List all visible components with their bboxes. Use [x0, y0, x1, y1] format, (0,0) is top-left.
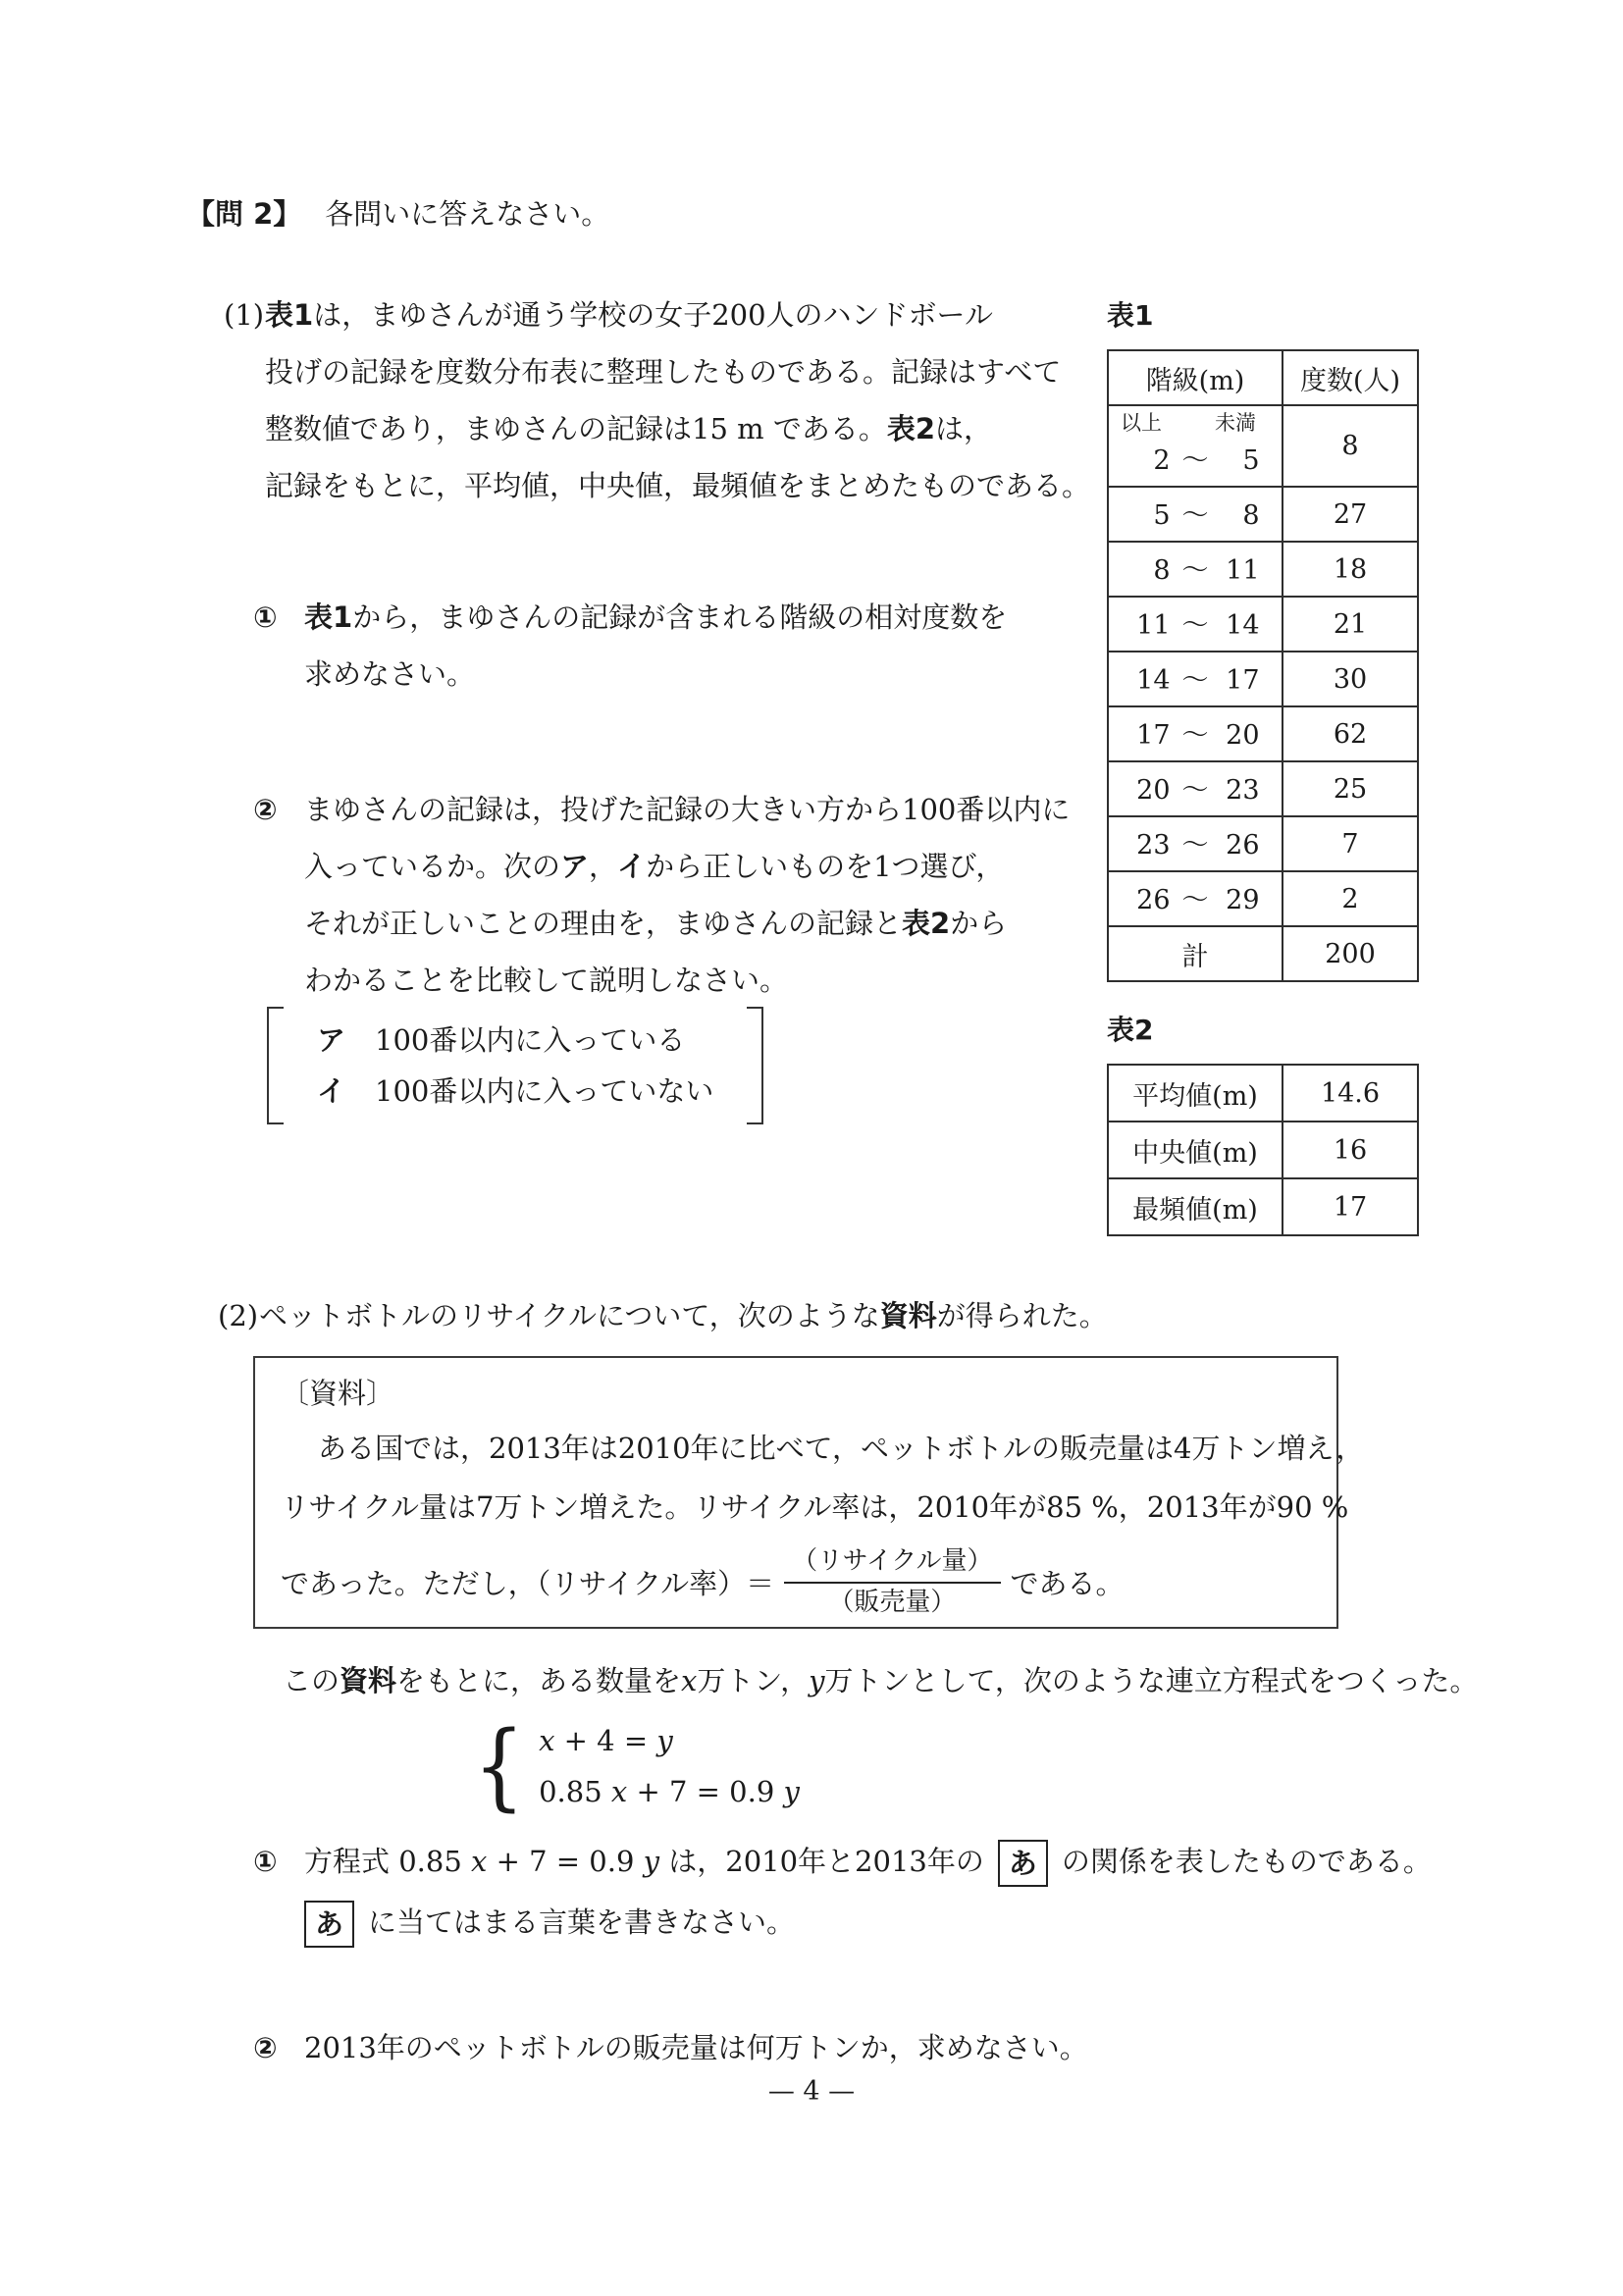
q2-intro-text: が得られた。 — [936, 1299, 1108, 1332]
class-low: 20 — [1136, 774, 1171, 806]
class-cell — [1108, 487, 1283, 542]
equation-text: 0.85 — [539, 1775, 611, 1808]
class-cell — [1108, 706, 1283, 761]
freq-cell: 7 — [1283, 816, 1418, 871]
class-low: 5 — [1153, 499, 1171, 531]
variable-x: x — [471, 1845, 488, 1878]
table1-row — [1108, 542, 1418, 597]
table2-block — [1107, 1009, 1419, 1236]
q2-sub2 — [253, 2019, 1088, 2076]
class-low: 23 — [1136, 829, 1171, 861]
class-cell — [1108, 597, 1283, 652]
equation-1 — [539, 1715, 800, 1766]
q2-lead-text: 万トン， — [697, 1664, 810, 1697]
q2-intro-line — [218, 1287, 1108, 1344]
tilde: 〜 — [1181, 609, 1209, 641]
q1-sub2-text: から — [950, 907, 1008, 940]
q2-sub1-text: 方程式 0.85 — [304, 1845, 472, 1878]
table1-row — [1108, 652, 1418, 706]
tilde: 〜 — [1181, 719, 1209, 751]
q2-sub1-text: + 7 = 0.9 — [487, 1845, 644, 1878]
q2-lead — [283, 1652, 1478, 1709]
tilde: 〜 — [1181, 829, 1209, 861]
equation-system — [469, 1711, 800, 1821]
right-bracket — [747, 1007, 763, 1124]
table1 — [1107, 349, 1419, 982]
class-low: 17 — [1136, 719, 1171, 751]
freq-cell: 2 — [1283, 871, 1418, 926]
table2-row — [1108, 1065, 1418, 1122]
freq-cell: 18 — [1283, 542, 1418, 597]
class-range — [1109, 708, 1282, 760]
q2-sub1 — [253, 1831, 1432, 1953]
variable-x: x — [539, 1724, 555, 1757]
class-high: 23 — [1226, 774, 1260, 806]
options-body — [284, 1007, 747, 1124]
variable-y: y — [783, 1775, 800, 1808]
q1-sub2-text: それが正しいことの理由を，まゆさんの記録と — [304, 907, 903, 940]
table1-row — [1108, 816, 1418, 871]
option-a — [317, 1015, 713, 1066]
freq-cell: 30 — [1283, 652, 1418, 706]
class-cell — [1108, 542, 1283, 597]
class-high: 8 — [1242, 499, 1260, 531]
option-i-ref: イ — [617, 850, 647, 883]
system-brace: { — [473, 1711, 525, 1821]
table1-header-class: 階級(m) — [1108, 350, 1283, 405]
variable-y: y — [643, 1845, 660, 1878]
table1-ref: 表1 — [304, 600, 353, 634]
circled-2-marker: ② — [253, 793, 278, 826]
q1-sub1-line1 — [253, 589, 1008, 646]
circled-2-marker: ② — [253, 2031, 278, 2064]
class-cell — [1108, 761, 1283, 816]
q1-intro-line2: 投げの記録を度数分布表に整理したものである。記録はすべて — [265, 355, 1062, 389]
freq-cell: 25 — [1283, 761, 1418, 816]
left-bracket — [267, 1007, 284, 1124]
table1-row — [1108, 487, 1418, 542]
equation-2 — [539, 1766, 800, 1817]
shiryo-line3-text: であった。ただし，（リサイクル率）＝ — [281, 1566, 775, 1600]
table1-row — [1108, 597, 1418, 652]
variable-x: x — [610, 1775, 628, 1808]
equation-text: + 7 = 0.9 — [627, 1775, 784, 1808]
problem-number: 【問 2】 — [186, 197, 302, 231]
q1-intro-line1 — [224, 287, 1090, 343]
q1-sub2-line2 — [304, 838, 1070, 895]
freq-cell: 21 — [1283, 597, 1418, 652]
total-label-cell: 計 — [1108, 926, 1283, 981]
class-range — [1109, 653, 1282, 705]
class-high: 26 — [1226, 829, 1260, 861]
class-high: 17 — [1226, 664, 1260, 696]
q1-sub2-line4: わかることを比較して説明しなさい。 — [304, 964, 789, 997]
answer-options — [267, 1007, 763, 1124]
shiryo-line3-text: である。 — [1010, 1566, 1125, 1600]
class-low: 14 — [1136, 664, 1171, 696]
q2-sub2-text: 2013年のペットボトルの販売量は何万トンか，求めなさい。 — [304, 2031, 1088, 2064]
table1-row — [1108, 405, 1418, 487]
table1-title: 表1 — [1107, 299, 1154, 332]
tilde: 〜 — [1181, 554, 1209, 586]
table1-block — [1107, 294, 1419, 982]
stat-value-cell: 14.6 — [1283, 1065, 1418, 1122]
class-high: 11 — [1226, 554, 1260, 586]
class-range — [1109, 818, 1282, 870]
table1-header-row — [1108, 350, 1418, 405]
table2-row — [1108, 1178, 1418, 1235]
boxed-a-placeholder: あ — [304, 1901, 354, 1948]
table2-ref: 表2 — [902, 907, 951, 940]
q1-intro-line3 — [265, 400, 1090, 457]
q2-intro-text: ペットボトルのリサイクルについて，次のような — [259, 1299, 880, 1332]
shiryo-box-title: 〔資料〕 — [281, 1377, 395, 1410]
q1-label: (1) — [224, 298, 265, 332]
q1-sub1-text: から，まゆさんの記録が含まれる階級の相対度数を — [352, 600, 1008, 634]
tilde: 〜 — [1181, 664, 1209, 696]
q1-sub2-line3 — [304, 895, 1070, 952]
equation-text: + 4 = — [554, 1724, 657, 1757]
shiryo-ref: 資料 — [879, 1299, 937, 1332]
table2-title: 表2 — [1107, 1014, 1154, 1046]
option-a-label: ア — [317, 1023, 346, 1057]
problem-header — [186, 192, 609, 233]
q1-sub1-line2: 求めなさい。 — [304, 657, 476, 691]
q1-intro — [224, 287, 1090, 514]
q2-intro — [218, 1287, 1108, 1344]
variable-x: x — [681, 1664, 698, 1697]
table1-row — [1108, 706, 1418, 761]
q2-lead-text: この — [283, 1664, 340, 1697]
tilde: 〜 — [1181, 499, 1209, 531]
bounds-note — [1109, 406, 1282, 434]
table1-row — [1108, 761, 1418, 816]
class-range — [1109, 489, 1282, 541]
q2-sub1-text: の関係を表したものである。 — [1061, 1845, 1432, 1878]
q1-intro-text: 整数値であり，まゆさんの記録は15 m である。 — [265, 412, 887, 445]
q2-lead-text: をもとに，ある数量を — [396, 1664, 682, 1697]
circled-1-marker: ① — [253, 600, 278, 634]
stat-label-cell: 平均値(m) — [1108, 1065, 1283, 1122]
stat-value-cell: 17 — [1283, 1178, 1418, 1235]
boxed-a-placeholder: あ — [998, 1840, 1048, 1887]
q2-sub1-line1 — [253, 1831, 1432, 1892]
shiryo-box — [253, 1356, 1365, 1629]
freq-cell: 27 — [1283, 487, 1418, 542]
shiryo-line3 — [281, 1537, 1311, 1627]
class-range — [1109, 873, 1282, 925]
class-low: 8 — [1153, 554, 1171, 586]
option-i-label: イ — [317, 1074, 346, 1108]
q1-sub2-line1 — [253, 781, 1071, 838]
class-cell — [1108, 816, 1283, 871]
class-range — [1109, 434, 1282, 486]
q1-intro-text: は，まゆさんが通う学校の女子200人のハンドボール — [313, 298, 993, 332]
class-range — [1109, 763, 1282, 815]
shiryo-line1: ある国では，2013年は2010年に比べて，ペットボトルの販売量は4万トン増え， — [318, 1432, 1365, 1465]
variable-y: y — [809, 1664, 825, 1697]
table1-total-row — [1108, 926, 1418, 981]
class-high: 20 — [1226, 719, 1260, 751]
recycle-rate-fraction — [784, 1545, 1000, 1618]
tilde: 〜 — [1181, 445, 1209, 476]
q2-sub2-line — [253, 2019, 1088, 2076]
shiryo-ref: 資料 — [340, 1664, 397, 1697]
stat-label-cell: 中央値(m) — [1108, 1122, 1283, 1178]
option-a-ref: ア — [560, 850, 590, 883]
q2-sub1-line2 — [304, 1892, 1432, 1953]
stat-label-cell: 最頻値(m) — [1108, 1178, 1283, 1235]
equations — [539, 1715, 800, 1817]
table1-header-freq: 度数(人) — [1283, 350, 1418, 405]
q1-intro-text: は， — [935, 412, 993, 445]
q2-label: (2) — [218, 1299, 259, 1332]
class-cell — [1108, 652, 1283, 706]
table1-ref: 表1 — [265, 298, 314, 332]
table2 — [1107, 1064, 1419, 1236]
class-high: 5 — [1242, 445, 1260, 476]
class-cell — [1108, 871, 1283, 926]
class-high: 14 — [1226, 609, 1260, 641]
problem-instruction: 各問いに答えなさい。 — [325, 197, 610, 231]
fraction-denominator: （販売量） — [828, 1587, 957, 1617]
class-high: 29 — [1226, 884, 1260, 915]
class-low: 26 — [1136, 884, 1171, 915]
circled-1-marker: ① — [253, 1845, 278, 1878]
tilde: 〜 — [1181, 774, 1209, 806]
q1-intro-line4: 記録をもとに，平均値，中央値，最頻値をまとめたものである。 — [265, 469, 1091, 502]
option-i — [317, 1066, 713, 1117]
q1-sub2-text: まゆさんの記録は，投げた記録の大きい方から100番以内に — [304, 793, 1071, 826]
variable-y: y — [656, 1724, 673, 1757]
table1-row — [1108, 871, 1418, 926]
note-ijou: 以上 — [1121, 411, 1162, 435]
shiryo-line2: リサイクル量は7万トン増えた。リサイクル率は，2010年が85 %，2013年が90 % — [281, 1490, 1349, 1524]
page-number: — 4 — — [767, 2076, 856, 2107]
fraction-numerator: （リサイクル量） — [784, 1545, 1000, 1584]
q1-sub2-text: ， — [589, 850, 618, 883]
stat-value-cell: 16 — [1283, 1122, 1418, 1178]
freq-cell: 62 — [1283, 706, 1418, 761]
class-cell — [1108, 405, 1283, 487]
class-low: 2 — [1153, 445, 1171, 476]
q2-sub1-text: に当てはまる言葉を書きなさい。 — [368, 1905, 796, 1939]
option-i-text: 100番以内に入っていない — [375, 1074, 714, 1108]
table2-ref: 表2 — [886, 412, 936, 445]
q1-sub2-text: から正しいものを1つ選び， — [646, 850, 1005, 883]
q1-sub2-text: 入っているか。次の — [304, 850, 561, 883]
freq-cell: 8 — [1283, 405, 1418, 487]
total-value-cell: 200 — [1283, 926, 1418, 981]
q1-sub2 — [253, 781, 1070, 1009]
q2-sub1-text: は，2010年と2013年の — [659, 1845, 984, 1878]
q2-lead-text: 万トンとして，次のような連立方程式をつくった。 — [824, 1664, 1479, 1697]
q1-sub1 — [253, 589, 1007, 703]
table2-row — [1108, 1122, 1418, 1178]
class-range — [1109, 599, 1282, 651]
option-a-text: 100番以内に入っている — [375, 1023, 686, 1057]
class-low: 11 — [1136, 609, 1171, 641]
class-range — [1109, 544, 1282, 596]
tilde: 〜 — [1181, 884, 1209, 915]
note-miman: 未満 — [1215, 411, 1256, 435]
